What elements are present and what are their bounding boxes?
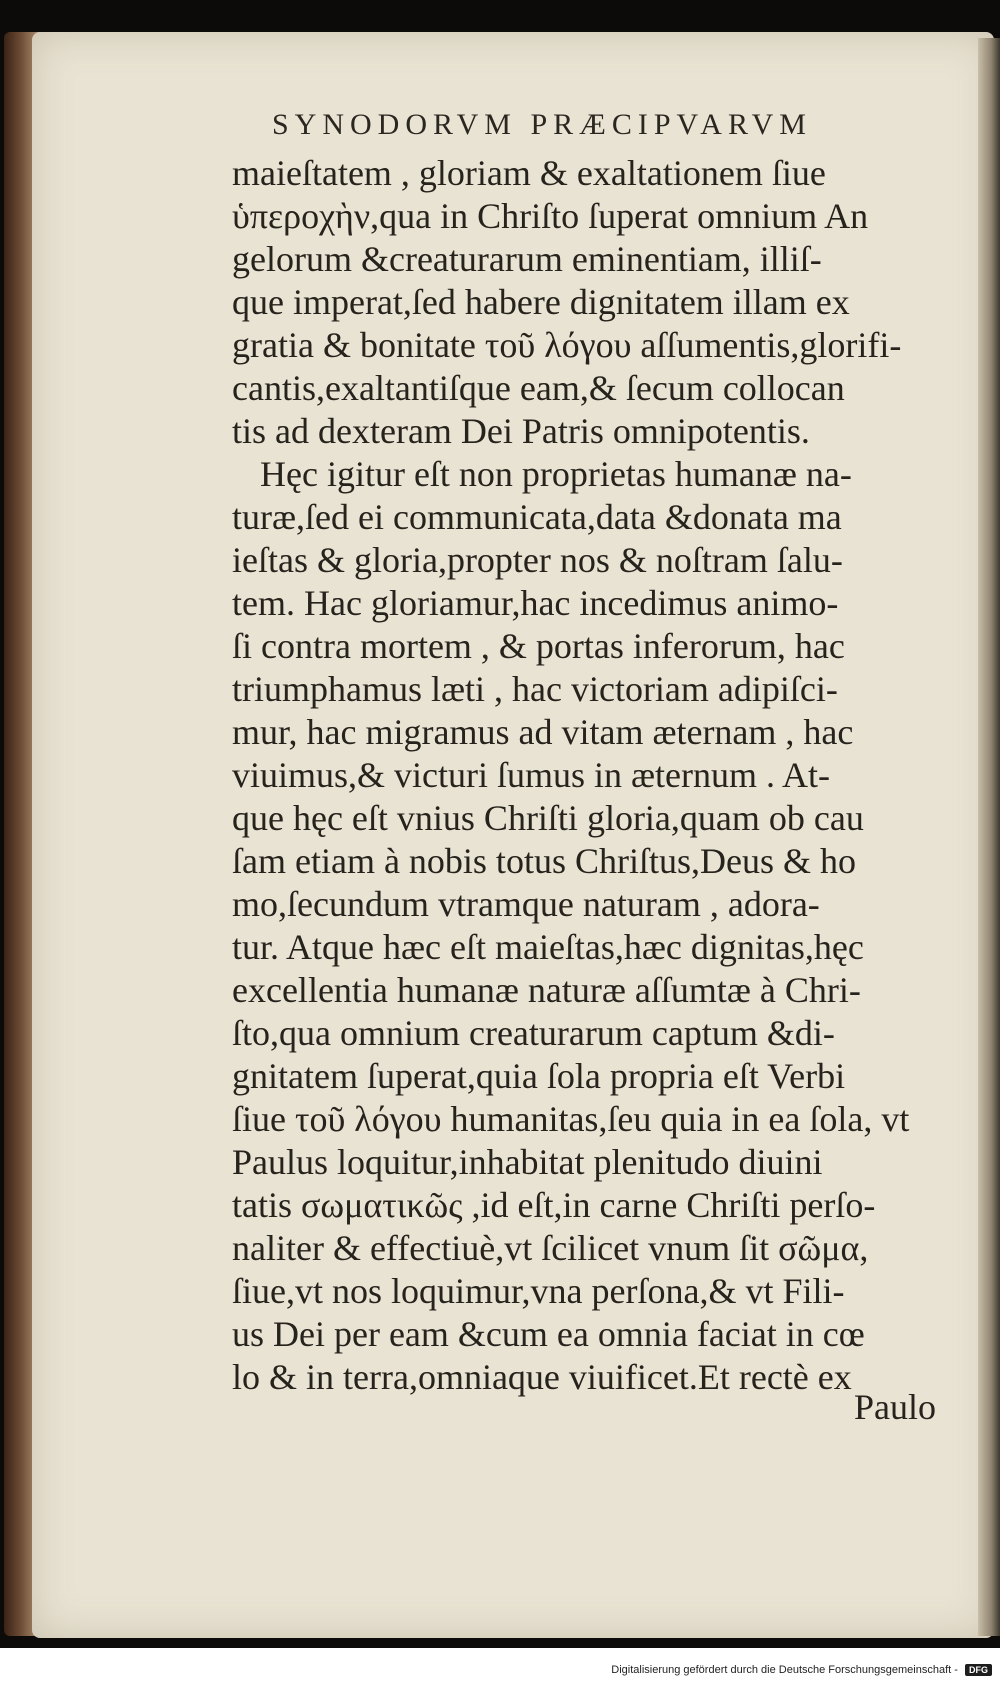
text-line: viuimus,& victuri ſumus in æternum . At- [232, 755, 830, 795]
text-line: maieſtatem , gloriam & exaltationem ſiue [232, 153, 826, 193]
text-line: turæ,ſed ei communicata,data &donata ma [232, 497, 842, 537]
text-line: tatis σωματικῶς ,id eſt,in carne Chriſti perſo- [232, 1185, 876, 1225]
text-line: gelorum &creaturarum eminentiam, illiſ- [232, 239, 822, 279]
text-line: cantis,exaltantiſque eam,& ſecum collocan [232, 368, 845, 408]
text-line: triumphamus læti , hac victoriam adipiſci- [232, 669, 838, 709]
credit-text: Digitalisierung gefördert durch die Deutsche Forschungsgemeinschaft - [611, 1664, 958, 1676]
body-text [232, 152, 932, 1399]
text-line: ſam etiam à nobis totus Chriſtus,Deus & ho [232, 841, 856, 881]
dfg-logo: DFG [965, 1664, 992, 1676]
page-right-edge [978, 38, 1000, 1636]
text-line: ſiue,vt nos loquimur,vna perſona,& vt Fili- [232, 1271, 845, 1311]
catchword: Paulo [853, 1387, 936, 1427]
text-line: ſto,qua omnium creaturarum captum &di- [232, 1013, 835, 1053]
text-line: mo,ſecundum vtramque naturam , adora- [232, 884, 820, 924]
text-line: gnitatem ſuperat,quia ſola propria eſt Verbi [232, 1056, 846, 1096]
text-line: ieſtas & gloria,propter nos & noſtram ſalu- [232, 540, 843, 580]
text-line: gratia & bonitate τοῦ λόγου aſſumentis,glorifi- [232, 325, 902, 365]
running-head: SYNODORVM PRÆCIPVARVM [272, 108, 812, 141]
text-line: que imperat,ſed habere dignitatem illam ex [232, 282, 850, 322]
text-line: excellentia humanæ naturæ aſſumtæ à Chri- [232, 970, 861, 1010]
text-line: lo & in terra,omniaque viuificet.Et rectè ex [232, 1357, 852, 1397]
text-line: mur, hac migramus ad vitam æternam , hac [232, 712, 854, 752]
text-line: ſiue τοῦ λόγου humanitas,ſeu quia in ea ſola, vt [232, 1099, 910, 1139]
text-line: tis ad dexteram Dei Patris omnipotentis. [232, 411, 810, 451]
text-line: tem. Hac gloriamur,hac incedimus animo- [232, 583, 839, 623]
text-line: tur. Atque hæc eſt maieſtas,hæc dignitas,hęc [232, 927, 864, 967]
text-line: Paulus loquitur,inhabitat plenitudo diuini [232, 1142, 823, 1182]
text-line: us Dei per eam &cum ea omnia faciat in cœ [232, 1314, 865, 1354]
paragraph-start-line: Hęc igitur eſt non proprietas humanæ na- [260, 454, 852, 494]
text-line: naliter & effectiuè,vt ſcilicet vnum ſit σῶμα, [232, 1228, 869, 1268]
text-line: que hęc eſt vnius Chriſti gloria,quam ob cau [232, 798, 864, 838]
digitization-credit [0, 1664, 992, 1676]
text-line: ſi contra mortem , & portas inferorum, hac [232, 626, 845, 666]
text-line: ὑπεροχὴν,qua in Chriſto ſuperat omnium An [232, 196, 869, 236]
